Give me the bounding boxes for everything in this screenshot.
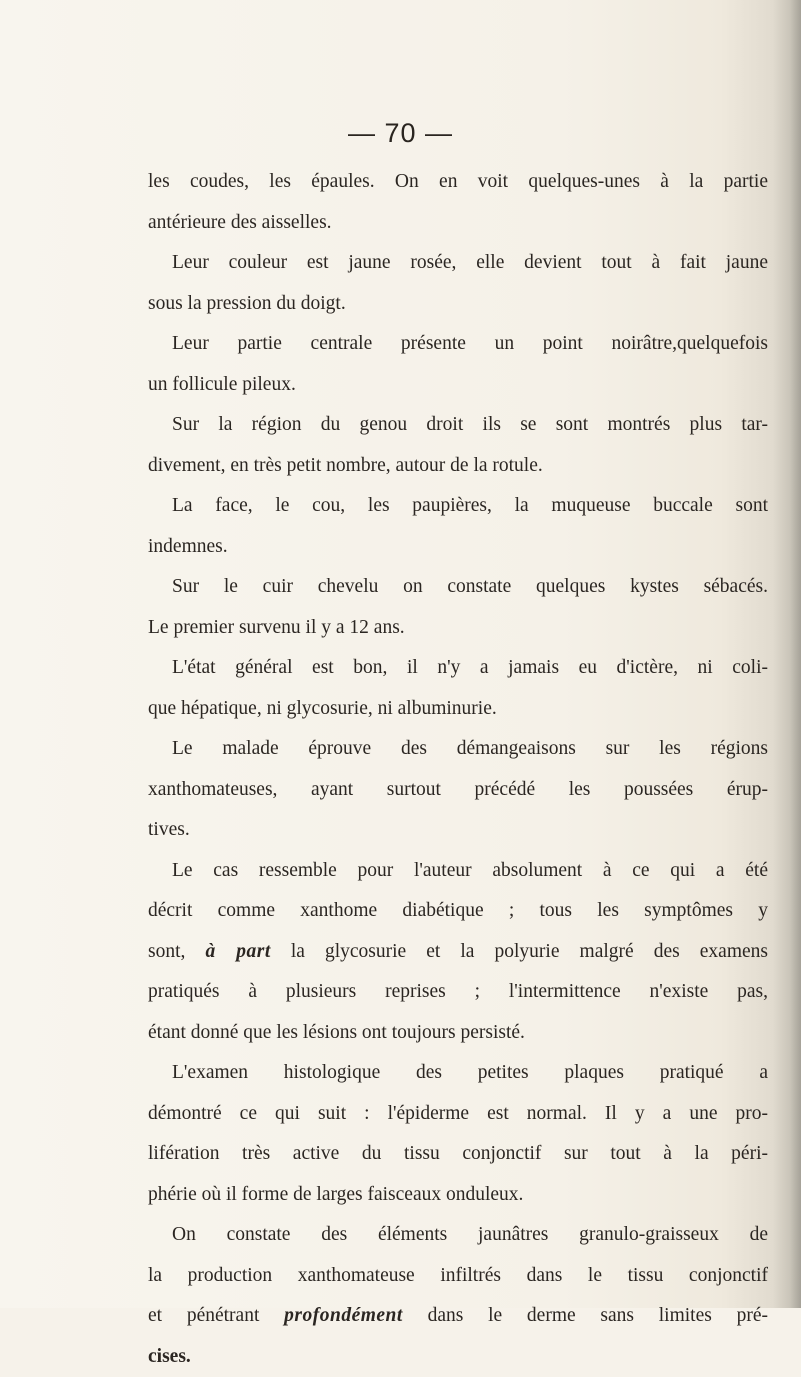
text-line: étant donné que les lésions ont toujours persisté. xyxy=(148,1013,768,1054)
body-text xyxy=(148,162,768,1377)
text-line: un follicule pileux. xyxy=(148,365,768,406)
text-fragment: la glycosurie et la polyurie malgré des examens xyxy=(291,941,768,962)
text-line xyxy=(148,1296,768,1337)
text-line: Le malade éprouve des démangeaisons sur les régions xyxy=(148,729,768,770)
text-line: tives. xyxy=(148,810,768,851)
text-line: phérie où il forme de larges faisceaux onduleux. xyxy=(148,1175,768,1216)
text-line: divement, en très petit nombre, autour de la rotule. xyxy=(148,446,768,487)
text-line: L'état général est bon, il n'y a jamais eu d'ictère, ni coli- xyxy=(148,648,768,689)
text-line: L'examen histologique des petites plaques pratiqué a xyxy=(148,1053,768,1094)
text-line: pratiqués à plusieurs reprises ; l'intermittence n'existe pas, xyxy=(148,972,768,1013)
text-line: que hépatique, ni glycosurie, ni albuminurie. xyxy=(148,689,768,730)
page-number: — 70 — xyxy=(0,118,801,148)
text-fragment: et pénétrant xyxy=(148,1305,259,1326)
text-line: Sur la région du genou droit ils se sont montrés plus tar- xyxy=(148,405,768,446)
text-line xyxy=(148,932,768,973)
text-line: la production xanthomateuse infiltrés dans le tissu conjonctif xyxy=(148,1256,768,1297)
text-line: cises. xyxy=(148,1337,768,1377)
text-line: Le cas ressemble pour l'auteur absolument à ce qui a été xyxy=(148,851,768,892)
text-line: antérieure des aisselles. xyxy=(148,203,768,244)
text-fragment: sont, xyxy=(148,941,185,962)
emphasis-text: profondément xyxy=(284,1305,403,1326)
text-line: démontré ce qui suit : l'épiderme est normal. Il y a une pro- xyxy=(148,1094,768,1135)
text-line: lifération très active du tissu conjonctif sur tout à la péri- xyxy=(148,1134,768,1175)
text-line: décrit comme xanthome diabétique ; tous les symptômes y xyxy=(148,891,768,932)
text-line: xanthomateuses, ayant surtout précédé les poussées érup- xyxy=(148,770,768,811)
text-line: Le premier survenu il y a 12 ans. xyxy=(148,608,768,649)
page-edge-shadow xyxy=(773,0,801,1308)
text-line: La face, le cou, les paupières, la muqueuse buccale sont xyxy=(148,486,768,527)
emphasis-text: à part xyxy=(205,941,270,962)
text-line: les coudes, les épaules. On en voit quelques-unes à la partie xyxy=(148,162,768,203)
text-line: On constate des éléments jaunâtres granulo-graisseux de xyxy=(148,1215,768,1256)
text-line: Leur partie centrale présente un point noirâtre,quelquefois xyxy=(148,324,768,365)
text-line: indemnes. xyxy=(148,527,768,568)
text-line: Leur couleur est jaune rosée, elle devient tout à fait jaune xyxy=(148,243,768,284)
text-fragment: dans le derme sans limites pré- xyxy=(428,1305,768,1326)
text-line: Sur le cuir chevelu on constate quelques kystes sébacés. xyxy=(148,567,768,608)
text-line: sous la pression du doigt. xyxy=(148,284,768,325)
